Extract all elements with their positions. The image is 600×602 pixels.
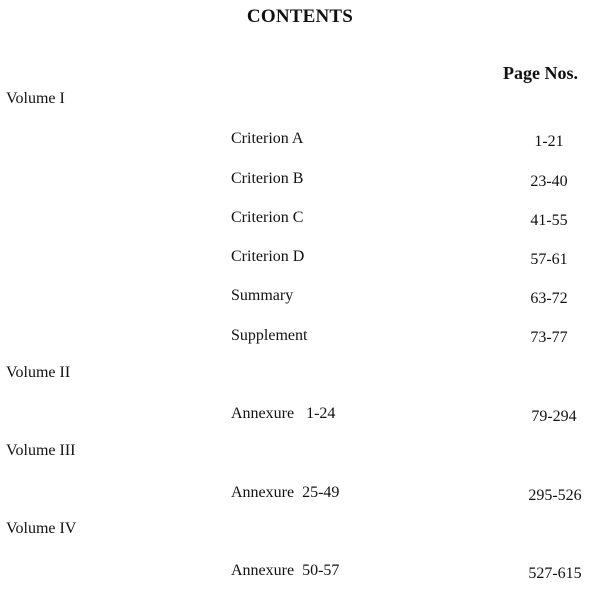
entry-page-range: 41-55 [530, 212, 568, 229]
entry-label: Supplement [231, 327, 308, 344]
volume-heading: Volume I [6, 90, 65, 107]
entry-label: Summary [231, 287, 294, 304]
entry-page-range: 57-61 [530, 251, 568, 268]
entry-label: Criterion C [231, 209, 304, 226]
entry-label: Annexure 50-57 [231, 562, 340, 579]
entry-label: Criterion B [231, 170, 304, 187]
entry-page-range: 79-294 [531, 408, 577, 425]
entry-page-range: 295-526 [528, 487, 582, 504]
entry-page-range: 73-77 [530, 329, 568, 346]
entry-page-range: 527-615 [528, 565, 582, 582]
entry-page-range: 23-40 [530, 173, 568, 190]
volume-heading: Volume III [6, 442, 76, 459]
page-title: CONTENTS [246, 6, 354, 27]
volume-heading: Volume II [6, 364, 71, 381]
page-nos-header: Page Nos. [503, 63, 578, 83]
entry-page-range: 1-21 [534, 133, 564, 150]
volume-heading: Volume IV [6, 520, 77, 537]
entry-page-range: 63-72 [530, 290, 568, 307]
entry-label: Criterion D [231, 248, 305, 265]
entry-label: Annexure 1-24 [231, 405, 336, 422]
entry-label: Annexure 25-49 [231, 484, 340, 501]
entry-label: Criterion A [231, 130, 304, 147]
